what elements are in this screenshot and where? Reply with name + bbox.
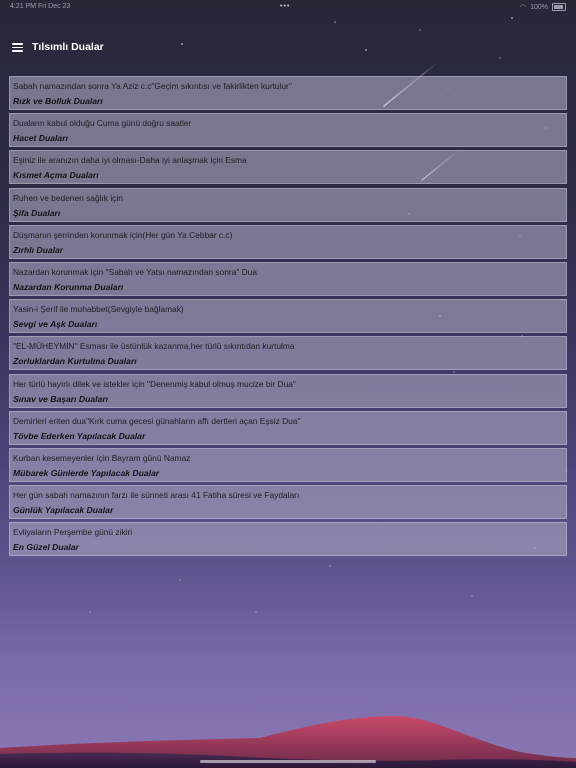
item-title: En Güzel Dualar	[13, 542, 79, 553]
item-description: Yasin-i Şerif ile muhabbet(Sevgiyle bağlamak)	[13, 304, 184, 315]
item-description: Kurban kesemeyenler için Bayram günü Namaz	[13, 452, 191, 463]
status-time: 4:21 PM Fri Dec 23	[10, 3, 71, 10]
list-item[interactable]	[9, 113, 567, 147]
list-item[interactable]	[9, 150, 567, 184]
item-description: Sabah namazından sonra Ya Aziz c.c"Geçim sıkıntısı ve fakirlikten kurtulur"	[13, 81, 292, 91]
list-item[interactable]	[9, 485, 567, 519]
battery-icon	[552, 3, 566, 11]
item-title: Hacet Duaları	[13, 133, 68, 144]
list-item[interactable]	[9, 336, 567, 370]
navigation-bar	[0, 34, 576, 62]
home-indicator[interactable]	[200, 760, 376, 763]
list-item[interactable]	[9, 262, 567, 296]
item-title: Rızk ve Bolluk Duaları	[13, 96, 103, 106]
item-description: Nazardan korunmak için "Sabah ve Yatsı namazından sonra" Dua	[13, 266, 257, 277]
dua-category-list	[9, 76, 567, 559]
item-title: Nazardan Korunma Duaları	[13, 281, 124, 292]
item-title: Sınav ve Başarı Duaları	[13, 393, 109, 404]
item-title: Sevgi ve Aşk Duaları	[13, 319, 98, 330]
hamburger-menu-icon[interactable]	[12, 43, 23, 52]
item-description: Eşiniz ile aranızın daha iyi olması-Daha iyi anlaşmak için Esma	[13, 155, 247, 166]
list-item[interactable]	[9, 299, 567, 333]
item-description: Duaların kabul olduğu Cuma günü doğru saatler	[13, 118, 192, 129]
item-title: Zırhlı Dualar	[13, 244, 64, 255]
item-description: Evliyaların Perşembe günü zikiri	[13, 527, 133, 538]
list-item[interactable]	[9, 522, 567, 556]
multitasking-dots-icon[interactable]: •••	[280, 3, 291, 10]
item-description: Her türlü hayırlı dilek ve istekler için "Denenmiş kabul olmuş mucize bir Dua"	[13, 378, 296, 389]
item-title: Kısmet Açma Duaları	[13, 170, 99, 181]
status-bar	[0, 0, 576, 14]
item-title: Şifa Duaları	[13, 207, 61, 218]
list-item[interactable]	[9, 374, 567, 408]
wifi-icon: ◠	[519, 4, 527, 11]
battery-percent: 100%	[530, 3, 548, 11]
item-description: Demirleri eriten dua"Kırk cuma gecesi günahların affı dertleri açan Eşsiz Dua"	[13, 415, 301, 426]
list-item[interactable]	[9, 448, 567, 482]
list-item[interactable]	[9, 76, 567, 110]
item-description: Her gün sabah namazının farzı ile sünneti arası 41 Fatiha süresi ve Faydaları	[13, 490, 300, 501]
item-title: Günlük Yapılacak Dualar	[13, 505, 114, 516]
item-title: Mübarek Günlerde Yapılacak Dualar	[13, 467, 160, 478]
item-description: Düşmanın şerrinden korunmak için(Her gün Ya Cebbar c.c)	[13, 229, 233, 240]
item-title: Zorluklardan Kurtulma Duaları	[13, 356, 137, 367]
item-title: Tövbe Ederken Yapılacak Dualar	[13, 430, 146, 441]
item-description: "EL-MÜHEYMİN" Esması ile üstünlük kazanma,her türlü sıkıntıdan kurtulma	[13, 341, 295, 352]
list-item[interactable]	[9, 225, 567, 259]
list-item[interactable]	[9, 188, 567, 222]
item-description: Ruhen ve bedenen sağlık için	[13, 192, 123, 203]
page-title: Tılsımlı Dualar	[32, 41, 104, 53]
status-right	[520, 3, 566, 11]
list-item[interactable]	[9, 411, 567, 445]
